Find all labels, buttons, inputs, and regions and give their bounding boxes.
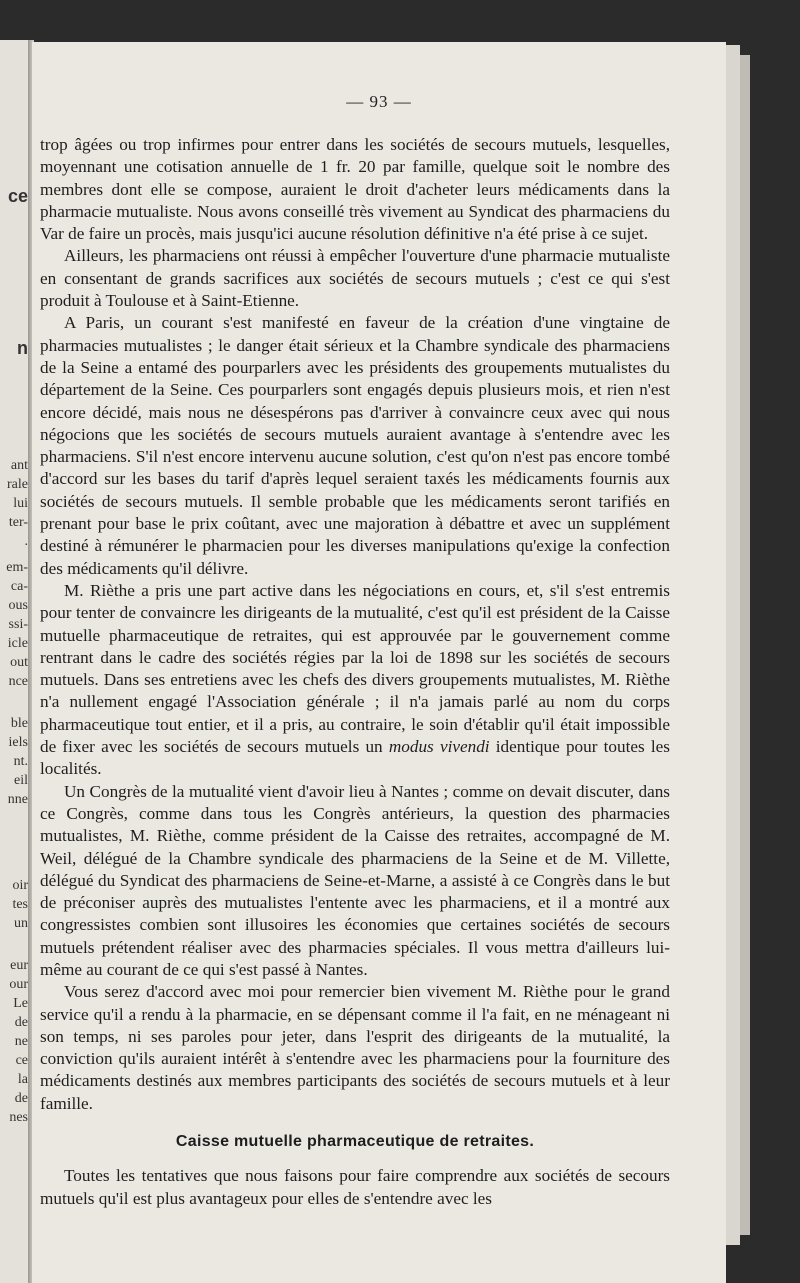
margin-fragment: la <box>17 1072 28 1087</box>
margin-fragment: ssi- <box>8 617 28 632</box>
margin-fragment: un <box>14 916 28 931</box>
margin-fragment: ble <box>10 716 28 731</box>
italic-term: modus vivendi <box>388 737 490 757</box>
margin-fragment: iels <box>8 735 28 750</box>
margin-fragment: em- <box>6 560 28 575</box>
margin-fragment: icle <box>7 636 28 651</box>
page-edge <box>740 55 750 1235</box>
paragraph: trop âgées ou trop infirmes pour entrer dans les sociétés de secours mutuels, lesquelles, moyennant une cotisation annuelle de 1 fr. 20 par famille, quelque soit le nombre des membres dont elle se compose, auraient le droit d'acheter leurs médicaments dans la pharmacie mutualiste. Nous avons conseillé très vivement au Syndicat des pharmaciens du Var de faire un procès, mais jusqu'ici aucune résolution définitive n'a été prise à ce sujet. <box>40 135 670 244</box>
paragraph: Toutes les tentatives que nous faisons pour faire comprendre aux sociétés de secours mutuels qu'il est plus avantageux pour elles de s'entendre avec les <box>40 1166 670 1208</box>
margin-fragment: tes <box>12 897 28 912</box>
margin-fragment: rale <box>7 477 28 492</box>
section-heading: Caisse mutuelle pharmaceutique de retraites. <box>175 1133 535 1151</box>
margin-fragment: nes <box>9 1110 28 1125</box>
margin-fragment: ous <box>8 598 28 613</box>
margin-fragment: eur <box>10 958 28 973</box>
margin-fragment: nne <box>7 792 28 807</box>
margin-fragment: nt. <box>13 754 28 769</box>
margin-fragment: nce <box>8 674 28 689</box>
margin-fragment: ter- <box>8 515 28 530</box>
margin-fragment: eil <box>14 773 28 788</box>
paragraph: Un Congrès de la mutualité vient d'avoir lieu à Nantes ; comme on devait discuter, dans ce Congrès, comme dans tous les Congrès antérieurs, la question des pharmacies mutualistes, M. Rièthe, comme président de la Caisse des retraites, accompagné de M. Weil, délégué de la Chambre syndicale des pharmaciens de la Seine et de M. Villette, délégué du Syndicat des pharmaciens de Seine-et-Marne, a assisté à ce Congrès dans le but de préconiser auprès des mutualistes l'entente avec les pharmaciens, et il a montré aux congressistes combien sont illusoires les économies que certaines sociétés de secours mutuels prétendent réaliser avec des pharmacies spéciales. Il vous mettra d'ailleurs lui-même au courant de ce qui s'est passé à Nantes. <box>40 781 670 979</box>
page-number: — 93 — <box>346 92 412 111</box>
margin-fragment: ce <box>7 186 28 206</box>
margin-fragment: Le <box>13 996 28 1011</box>
paragraph-text: identique pour toutes les localités. <box>40 737 670 779</box>
facing-page-strip <box>0 40 30 1283</box>
margin-fragment: our <box>9 977 28 992</box>
paragraph: Vous serez d'accord avec moi pour remercier bien vivement M. Rièthe pour le grand service qu'il a rendu à la pharmacie, en se dépensant comme il l'a fait, en ne ménageant ni son temps, ni ses paroles pour jeter, dans l'esprit des dirigeants de la mutualité, la conviction qu'ils auraient intérêt à s'entendre avec les pharmaciens pour la fourniture des médicaments destinés aux membres participants des sociétés de secours mutuels et à leur famille. <box>40 982 670 1113</box>
margin-fragment: ne <box>14 1034 28 1049</box>
margin-fragment: ca- <box>10 579 28 594</box>
paragraph: A Paris, un courant s'est manifesté en faveur de la création d'une vingtaine de pharmacies mutualistes ; le danger était sérieux et la Chambre syndicale des pharmaciens de la Seine a entamé des pourparlers avec les présidents des groupements mutualistes du département de la Seine. Ces pourparlers sont engagés depuis plusieurs mois, et rien n'est encore décidé, mais nous ne désespérons pas d'arriver à convaincre ceux avec qui nous négocions que les sociétés de secours mutuels auraient avantage à s'entendre avec les pharmaciens. S'il n'est encore intervenu aucune solution, c'est qu'on n'est pas encore tombé d'accord sur les bases du tarif d'après lequel seraient taxés les médicaments fournis aux sociétés de secours mutuels. Il semble probable que les médicaments seront tarifiés en prenant pour base le prix coûtant, avec une majoration à débattre et avec un supplément destiné à rémunérer le pharmacien pour les diverses manipulations qu'exige la confection des médicaments qu'il délivre. <box>40 313 670 578</box>
margin-fragment: de <box>14 1091 28 1106</box>
margin-fragment: ant <box>10 458 28 473</box>
margin-fragment: . <box>24 534 28 549</box>
book-page <box>32 42 726 1283</box>
paragraph-text: M. Rièthe a pris une part active dans les négociations en cours, et, s'il s'est entremis pour tenter de convaincre les dirigeants de la mutualité, c'est qu'il est président de la Caisse mutuelle pharmaceutique de retraites, qui est approuvée par le gouvernement comme rentrant dans le cadre des sociétés régies par la loi de 1898 sur les sociétés de secours mutuels. Dans ses entretiens avec les chefs des divers groupements mutualistes, M. Rièthe n'a nullement engagé l'Association générale ; il n'a jamais parlé au nom du corps pharmaceutique tout entier, et il a pris, au contraire, le soin d'établir qu'il était impossible de fixer avec les sociétés de secours mutuels un <box>40 580 670 757</box>
page-edge <box>726 45 740 1245</box>
paragraph: Ailleurs, les pharmaciens ont réussi à empêcher l'ouverture d'une pharmacie mutualiste en consentant de grands sacrifices aux sociétés de secours mutuels ; c'est ce qui s'est produit à Toulouse et à Saint-Etienne. <box>40 246 670 311</box>
margin-fragment: oir <box>12 878 28 893</box>
margin-fragment: lui <box>13 496 28 511</box>
margin-fragment: de <box>14 1015 28 1030</box>
margin-fragment: n <box>17 338 28 358</box>
margin-fragment: ce <box>15 1053 28 1068</box>
body-text <box>40 134 670 1210</box>
margin-fragment: out <box>10 655 28 670</box>
paragraph <box>40 580 670 781</box>
